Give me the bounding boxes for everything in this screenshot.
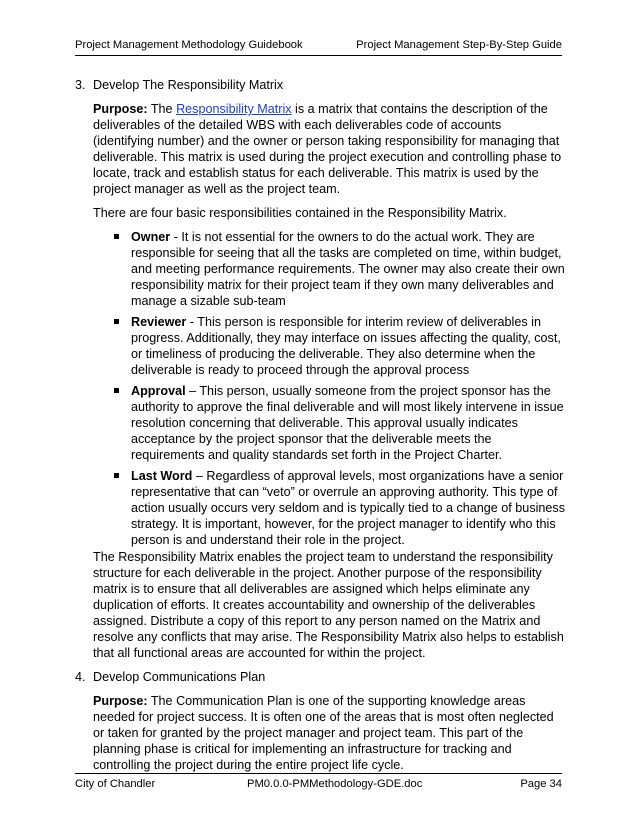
responsibility-matrix-link[interactable]: Responsibility Matrix <box>176 102 292 116</box>
page-header <box>75 39 562 56</box>
footer-filename: PM0.0.0-PMMethodology-GDE.doc <box>247 778 423 790</box>
bullet-text: – Regardless of approval levels, most organizations have a senior representative that can “veto” or overrule an approving authority. This type of action usually occurs very seldom and is typically tied to a change of business strategy. It is important, however, for the project manager to identify who this person is and understand their role in the project. <box>131 469 566 547</box>
responsibility-list <box>75 229 565 548</box>
section-4-purpose <box>93 693 565 773</box>
footer-organization: City of Chandler <box>75 778 156 790</box>
purpose-body-text: The Communication Plan is one of the supporting knowledge areas needed for project success. It is often one of the areas that is most often neglected or taken for granted by the project manager and project team. This part of the planning phase is critical for implementing an infrastructure for tracking and controlling the project during the entire project life cycle. <box>93 694 554 772</box>
section-4-number: 4. <box>75 670 86 684</box>
section-4-title: Develop Communications Plan <box>93 670 266 684</box>
bullet-square-icon <box>114 234 119 239</box>
bullet-term: Approval <box>131 384 186 398</box>
list-item <box>131 468 565 548</box>
list-item <box>131 314 565 378</box>
bullet-term: Last Word <box>131 469 193 483</box>
bullet-square-icon <box>114 388 119 393</box>
purpose-label: Purpose: <box>93 102 148 116</box>
header-left-title: Project Management Methodology Guidebook <box>75 39 303 51</box>
purpose-body-text: is a matrix that contains the description of the deliverables of the detailed WBS with each deliverables code of accounts (identifying number) and the owner or person taking responsibility for managing that deliverable. This matrix is used during the project execution and controlling phase to locate, track and establish status for each deliverable. This matrix is used by the project manager as well as the project team. <box>93 102 562 196</box>
list-item <box>131 383 565 463</box>
section-4-heading <box>75 669 565 685</box>
bullet-square-icon <box>114 473 119 478</box>
section-3-heading <box>75 77 565 93</box>
section-3-number: 3. <box>75 78 86 92</box>
bullet-text: - This person is responsible for interim review of deliverables in progress. Additionally, they may interface on issues affecting the quality, cost, or timeliness of producing the deliverable. They also determine when the deliverable is ready to proceed through the approval process <box>131 315 561 377</box>
section-3-closing: The Responsibility Matrix enables the project team to understand the responsibility structure for each deliverable in the project. Another purpose of the responsibility matrix is to ensure that all deliverables are assigned which helps eliminate any duplication of efforts. It creates accountability and ownership of the deliverables assigned. Distribute a copy of this report to any person named on the Matrix and resolve any conflicts that may arise. The Responsibility Matrix also helps to establish that all functional areas are accounted for within the project. <box>93 550 564 660</box>
purpose-label: Purpose: <box>93 694 148 708</box>
list-item <box>131 229 565 309</box>
bullet-square-icon <box>114 319 119 324</box>
bullet-term: Reviewer <box>131 315 187 329</box>
bullet-text: - It is not essential for the owners to do the actual work. They are responsible for seeing that all the tasks are completed on time, within budget, and meeting performance requirements. The owner may also create their own responsibility matrix for their project team if they own many deliverables and manage a sizable sub-team <box>131 230 565 308</box>
section-3-title: Develop The Responsibility Matrix <box>93 78 284 92</box>
header-right-title: Project Management Step-By-Step Guide <box>356 39 562 51</box>
purpose-pre-text: The <box>147 102 177 116</box>
section-3-intro: There are four basic responsibilities contained in the Responsibility Matrix. <box>93 206 507 220</box>
document-body <box>75 77 565 773</box>
page-footer <box>75 773 562 794</box>
footer-page-number: Page 34 <box>520 778 562 790</box>
bullet-term: Owner <box>131 230 171 244</box>
bullet-text: – This person, usually someone from the project sponsor has the authority to approve the final deliverable and will most likely intervene in issue resolution concerning that deliverable. This approval usually indicates acceptance by the project sponsor that the deliverable meets the requirements and quality standards set forth in the Project Charter. <box>131 384 564 462</box>
section-3-purpose <box>93 101 565 197</box>
